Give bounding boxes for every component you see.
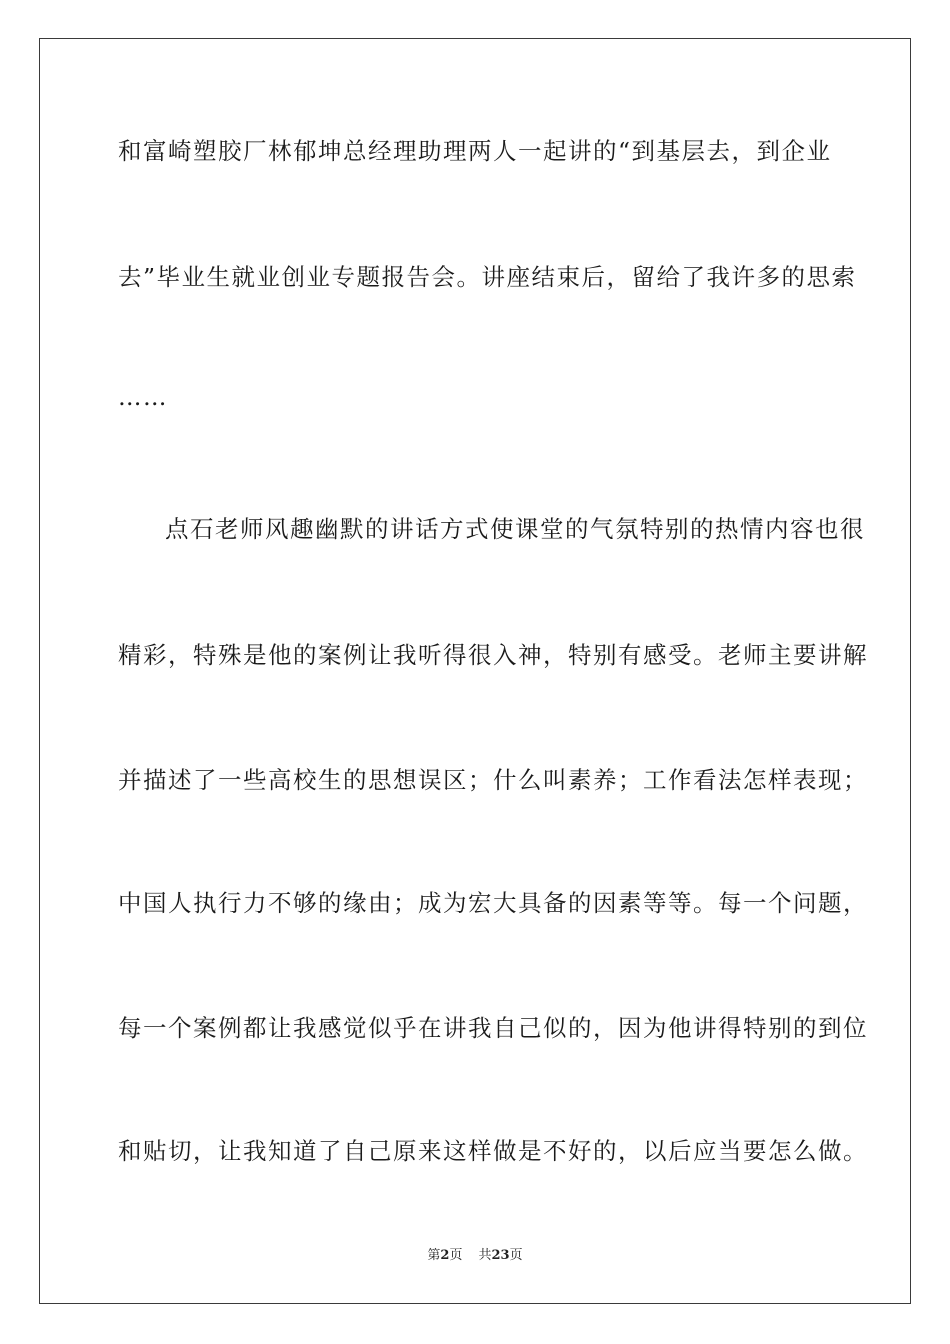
body-line-3: ……: [118, 383, 168, 411]
page-suffix: 页: [449, 1248, 463, 1263]
body-line-6: 并描述了一些高校生的思想误区；什么叫素养；工作看法怎样表现；: [118, 766, 868, 794]
body-line-2: 去”毕业生就业创业专题报告会。讲座结束后，留给了我许多的思索: [118, 263, 857, 291]
body-line-7: 中国人执行力不够的缘由；成为宏大具备的因素等等。每一个问题，: [118, 889, 868, 917]
body-line-9: 和贴切，让我知道了自己原来这样做是不好的，以后应当要怎么做。: [118, 1137, 868, 1165]
body-line-8: 每一个案例都让我感觉似乎在讲我自己似的，因为他讲得特别的到位: [118, 1014, 868, 1042]
total-suffix: 页: [509, 1248, 523, 1263]
body-line-1: 和富崎塑胶厂林郁坤总经理助理两人一起讲的“到基层去，到企业: [118, 137, 832, 165]
page-footer: [0, 1248, 950, 1264]
body-line-5: 精彩，特殊是他的案例让我听得很入神，特别有感受。老师主要讲解: [118, 641, 868, 669]
total-prefix: 共: [478, 1248, 492, 1263]
page-number: 2: [440, 1248, 450, 1263]
total-pages: 23: [491, 1248, 510, 1263]
page-border: [39, 38, 911, 1304]
body-line-4: 点石老师风趣幽默的讲话方式使课堂的气氛特别的热情内容也很: [165, 515, 865, 543]
page-prefix: 第: [427, 1248, 441, 1263]
